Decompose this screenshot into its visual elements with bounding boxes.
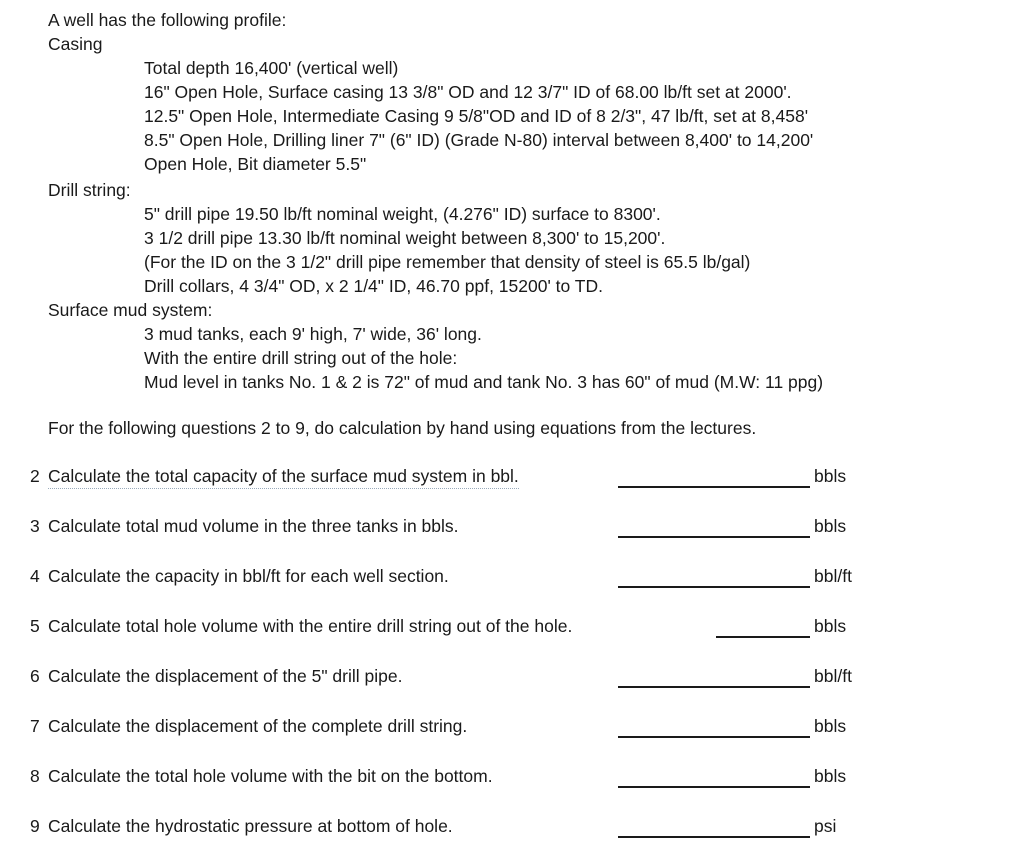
drill-string-line: Drill collars, 4 3/4" OD, x 2 1/4" ID, 46.70 ppf, 15200' to TD. [144,276,603,296]
answer-unit: bbls [814,466,847,486]
answer-unit: bbls [814,766,847,786]
casing-line: 8.5" Open Hole, Drilling liner 7" (6" ID) (Grade N-80) interval between 8,400' to 14,200' [144,130,814,150]
question-text: Calculate the total hole volume with the bit on the bottom. [48,766,493,786]
question-number: 9 [30,816,40,836]
answer-unit: psi [814,816,837,836]
question-number: 7 [30,716,40,736]
casing-line: Open Hole, Bit diameter 5.5" [144,154,367,174]
answer-blank[interactable] [618,786,810,788]
answer-unit: bbl/ft [814,566,852,586]
question-text: Calculate total mud volume in the three tanks in bbls. [48,516,459,536]
drill-string-heading: Drill string: [48,180,131,200]
drill-string-line: 3 1/2 drill pipe 13.30 lb/ft nominal weight between 8,300' to 15,200'. [144,228,666,248]
instructions-text: For the following questions 2 to 9, do calculation by hand using equations from the lectures. [48,418,757,438]
answer-unit: bbls [814,616,847,636]
drill-string-line: (For the ID on the 3 1/2" drill pipe remember that density of steel is 65.5 lb/gal) [144,252,751,272]
answer-unit: bbls [814,716,847,736]
drill-string-line: 5" drill pipe 19.50 lb/ft nominal weight, (4.276" ID) surface to 8300'. [144,204,661,224]
question-number: 4 [30,566,40,586]
intro-text: A well has the following profile: [48,10,287,30]
question-number: 5 [30,616,40,636]
answer-blank[interactable] [716,636,810,638]
answer-blank[interactable] [618,536,810,538]
answer-blank[interactable] [618,586,810,588]
question-text: Calculate total hole volume with the entire drill string out of the hole. [48,616,573,636]
casing-heading: Casing [48,34,103,54]
casing-line: 16" Open Hole, Surface casing 13 3/8" OD and 12 3/7" ID of 68.00 lb/ft set at 2000'. [144,82,792,102]
question-number: 2 [30,466,40,486]
answer-unit: bbls [814,516,847,536]
answer-blank[interactable] [618,486,810,488]
answer-blank[interactable] [618,736,810,738]
question-text: Calculate the displacement of the 5" drill pipe. [48,666,403,686]
question-text: Calculate the capacity in bbl/ft for each well section. [48,566,449,586]
question-text: Calculate the total capacity of the surface mud system in bbl. [48,464,519,489]
question-number: 6 [30,666,40,686]
answer-unit: bbl/ft [814,666,852,686]
question-text: Calculate the displacement of the complete drill string. [48,716,468,736]
casing-line: Total depth 16,400' (vertical well) [144,58,399,78]
mud-system-heading: Surface mud system: [48,300,213,320]
mud-system-line: With the entire drill string out of the hole: [144,348,458,368]
question-text: Calculate the hydrostatic pressure at bottom of hole. [48,816,453,836]
answer-blank[interactable] [618,836,810,838]
answer-blank[interactable] [618,686,810,688]
mud-system-line: Mud level in tanks No. 1 & 2 is 72" of mud and tank No. 3 has 60" of mud (M.W: 11 ppg) [144,372,824,392]
casing-line: 12.5" Open Hole, Intermediate Casing 9 5/8"OD and ID of 8 2/3", 47 lb/ft, set at 8,458' [144,106,809,126]
mud-system-line: 3 mud tanks, each 9' high, 7' wide, 36' long. [144,324,482,344]
question-number: 3 [30,516,40,536]
question-number: 8 [30,766,40,786]
